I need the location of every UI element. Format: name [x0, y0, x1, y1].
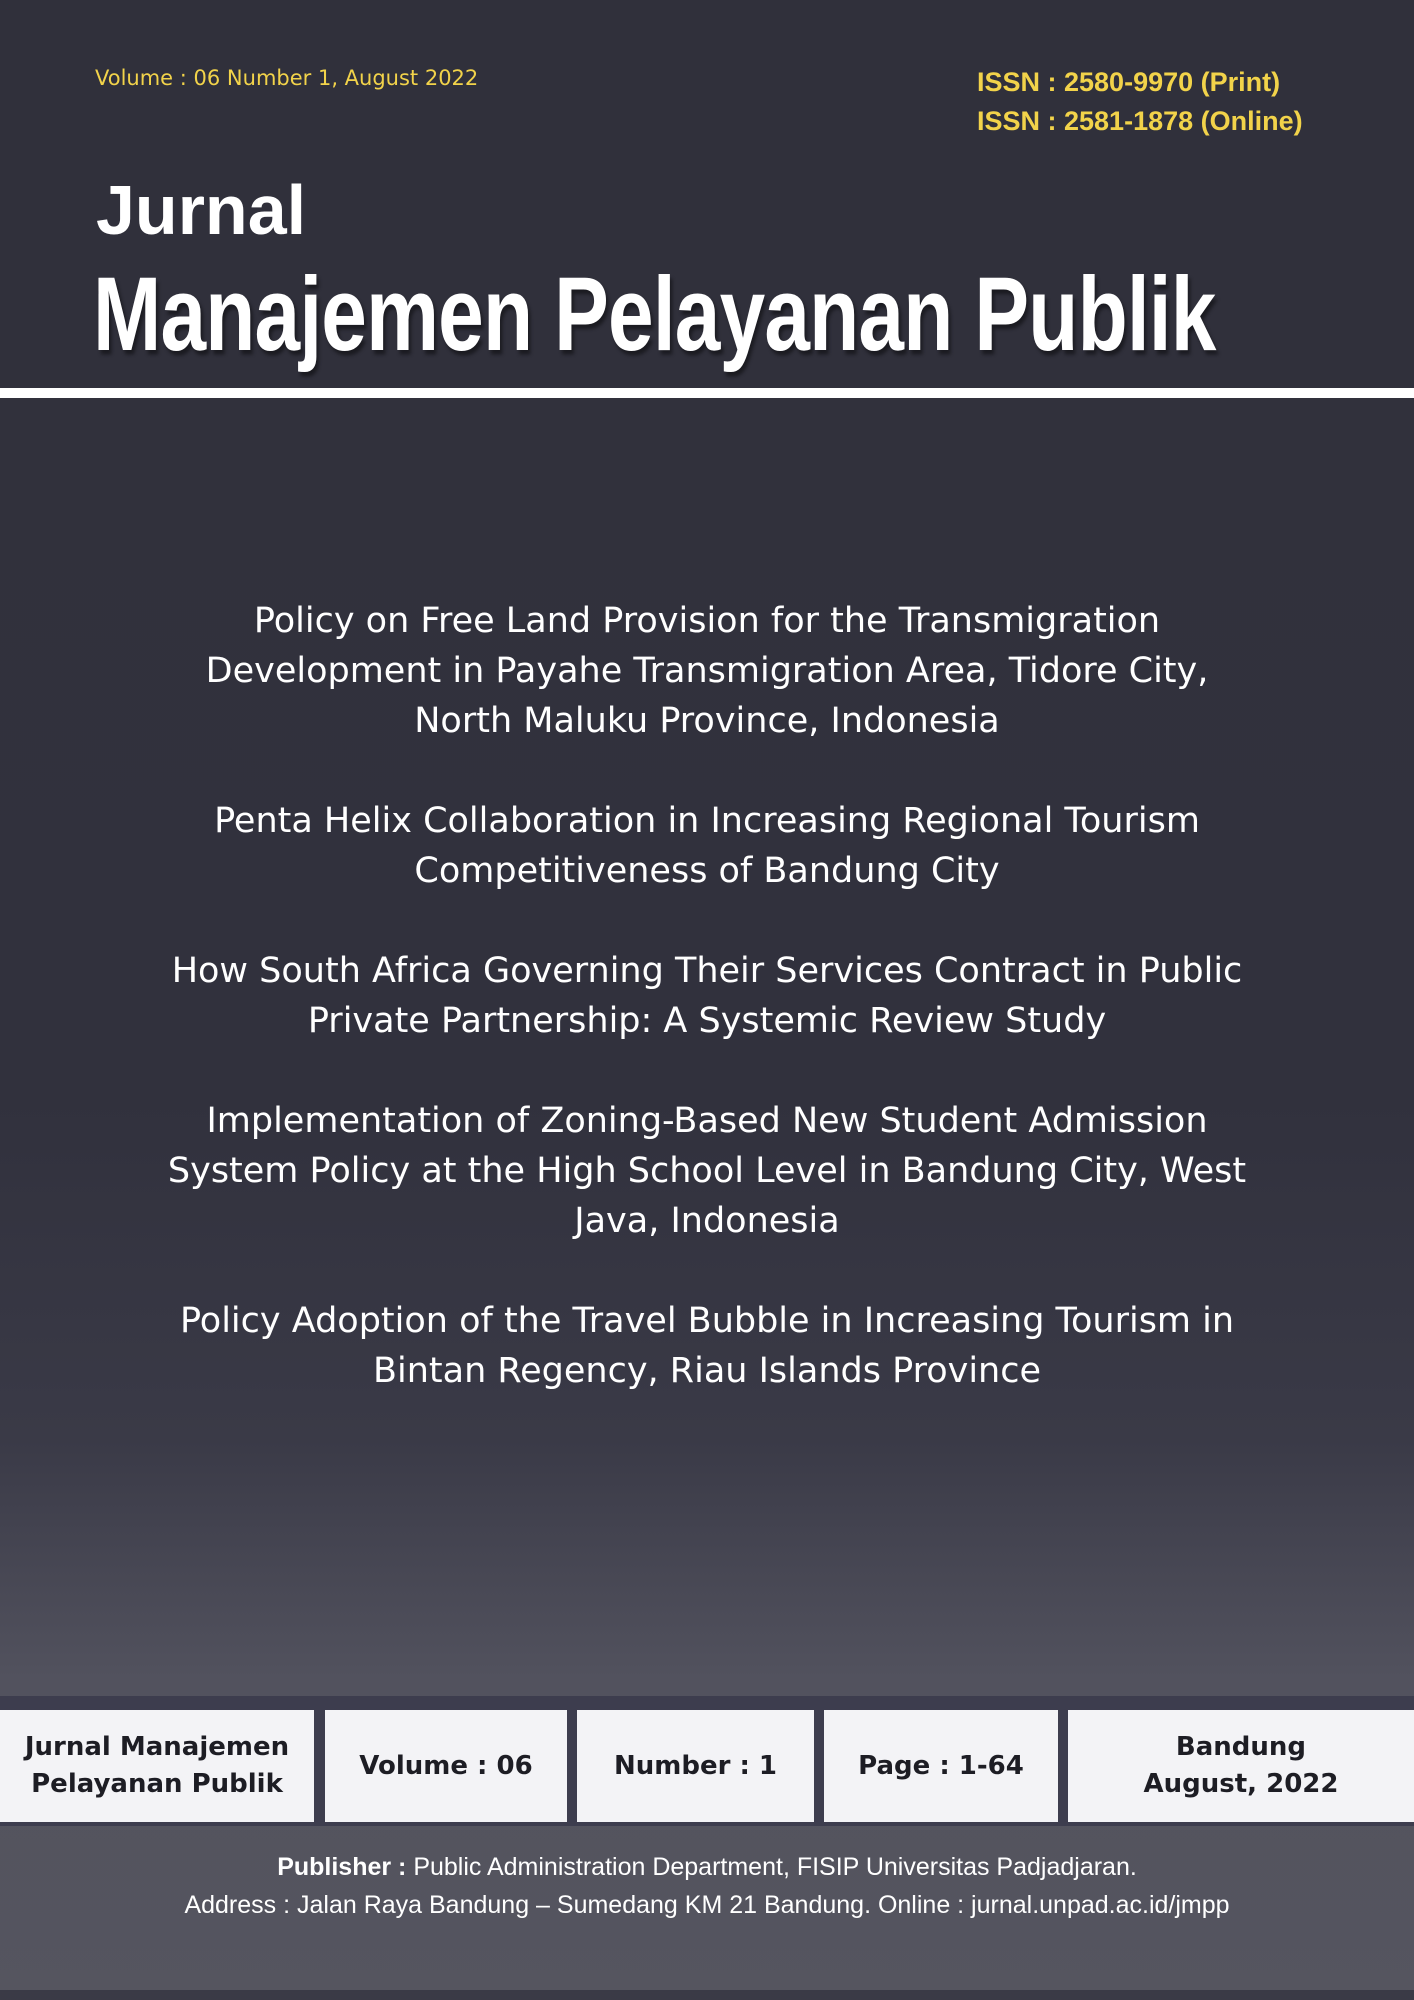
- article-title: How South Africa Governing Their Services Contract in Public Private Partnership: A Systemic Review Study: [171, 951, 1243, 1041]
- publisher-line: [0, 1848, 1414, 1886]
- info-journal-name: [0, 1710, 314, 1822]
- journal-title: Manajemen Pelayanan Publik: [93, 255, 1216, 374]
- article-title: Implementation of Zoning-Based New Student Admission System Policy at the High School Level in Bandung City, West Java, Indonesia: [167, 1101, 1247, 1241]
- jurnal-word: Jurnal: [96, 171, 307, 249]
- article-title: Penta Helix Collaboration in Increasing Regional Tourism Competitiveness of Bandung City: [214, 801, 1200, 891]
- article-list: [160, 596, 1254, 1446]
- header-divider: [0, 388, 1414, 398]
- info-volume-text: Volume : 06: [359, 1750, 533, 1781]
- info-pages-text: Page : 1-64: [858, 1750, 1024, 1781]
- info-number-text: Number : 1: [613, 1750, 778, 1781]
- cover-header: [0, 0, 1414, 388]
- article-title: Policy Adoption of the Travel Bubble in Increasing Tourism in Bintan Regency, Riau Islands Province: [179, 1301, 1235, 1391]
- info-volume: [325, 1710, 567, 1822]
- article-title: Policy on Free Land Provision for the Transmigration Development in Payahe Transmigration Area, Tidore City, North Maluku Province, Indonesia: [205, 601, 1209, 741]
- publisher-text: Public Administration Department, FISIP Universitas Padjadjaran.: [406, 1853, 1137, 1881]
- info-place-date: [1068, 1710, 1414, 1822]
- publisher-label: Publisher :: [277, 1853, 407, 1881]
- info-journal-name-text: Jurnal Manajemen Pelayanan Publik: [24, 1732, 290, 1799]
- volume-line: Volume : 06 Number 1, August 2022: [95, 66, 479, 90]
- issn-online: ISSN : 2581-1878 (Online): [977, 106, 1303, 136]
- publisher-address: Address : Jalan Raya Bandung – Sumedang KM 21 Bandung. Online : jurnal.unpad.ac.id/jmpp: [184, 1891, 1230, 1919]
- publisher-block: [0, 1848, 1414, 1924]
- issn-print: ISSN : 2580-9970 (Print): [977, 67, 1281, 97]
- info-number: [577, 1710, 814, 1822]
- info-pages: [824, 1710, 1058, 1822]
- bottom-strip: [0, 1990, 1414, 2000]
- info-place-date-text: Bandung August, 2022: [1143, 1732, 1339, 1799]
